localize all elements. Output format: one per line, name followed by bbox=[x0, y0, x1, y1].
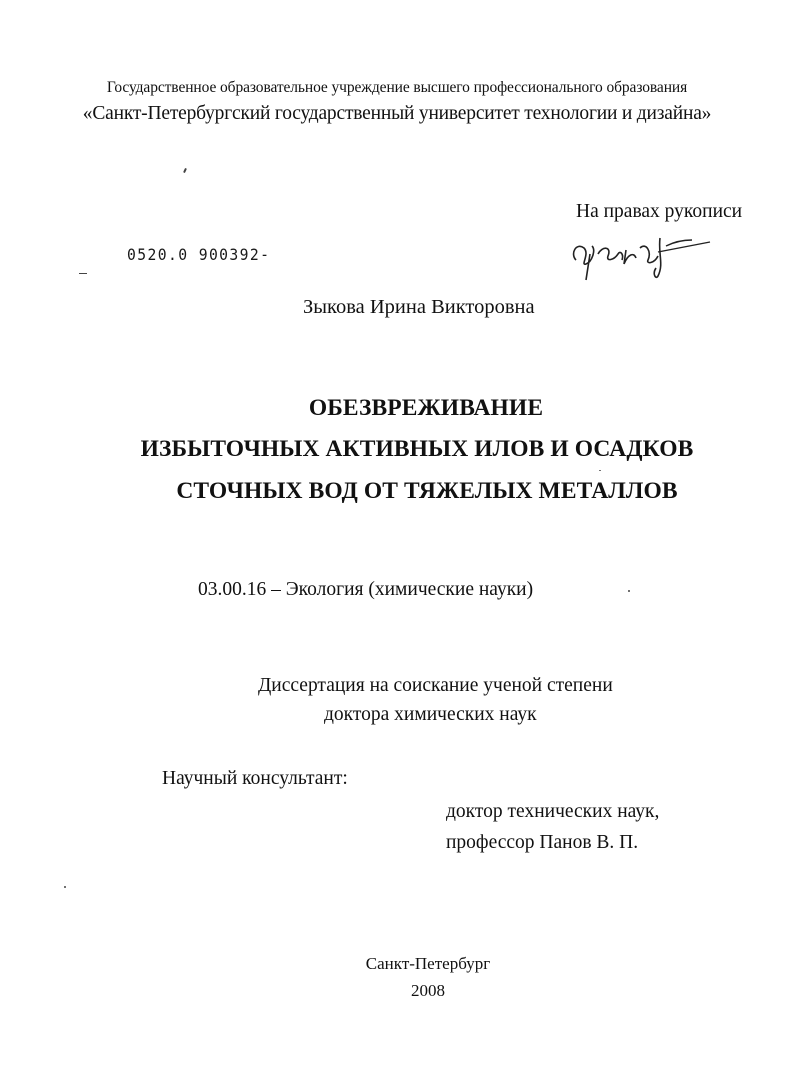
consultant-degree: доктор технических наук, bbox=[446, 801, 660, 822]
dissertation-degree-line-2: доктора химических наук bbox=[324, 704, 537, 725]
institution-line-2: «Санкт-Петербургский государственный университет технологии и дизайна» bbox=[82, 103, 712, 124]
archive-code: 0520.0 900392- bbox=[127, 245, 271, 264]
author-name: Зыкова Ирина Викторовна bbox=[303, 296, 535, 318]
scan-speck bbox=[628, 590, 630, 592]
specialty-code: 03.00.16 – Экология (химические науки) bbox=[198, 579, 534, 600]
title-line-2: ИЗБЫТОЧНЫХ АКТИВНЫХ ИЛОВ И ОСАДКОВ bbox=[140, 436, 694, 462]
consultant-label: Научный консультант: bbox=[162, 768, 348, 789]
title-line-3: СТОЧНЫХ ВОД ОТ ТЯЖЕЛЫХ МЕТАЛЛОВ bbox=[176, 478, 678, 504]
institution-line-1: Государственное образовательное учреждение высшего профессионального образования bbox=[106, 79, 688, 96]
footer-year: 2008 bbox=[411, 981, 445, 1000]
scan-speck bbox=[64, 886, 66, 888]
manuscript-rights-note: На правах рукописи bbox=[576, 201, 743, 222]
scan-speck bbox=[183, 168, 187, 173]
title-line-1: ОБЕЗВРЕЖИВАНИЕ bbox=[308, 395, 544, 421]
dissertation-degree-line-1: Диссертация на соискание ученой степени bbox=[258, 675, 613, 696]
handwritten-signature bbox=[562, 224, 712, 286]
scan-speck bbox=[79, 273, 87, 274]
footer-city: Санкт-Петербург bbox=[365, 954, 491, 973]
consultant-name: профессор Панов В. П. bbox=[446, 832, 639, 853]
scan-speck bbox=[599, 470, 601, 471]
